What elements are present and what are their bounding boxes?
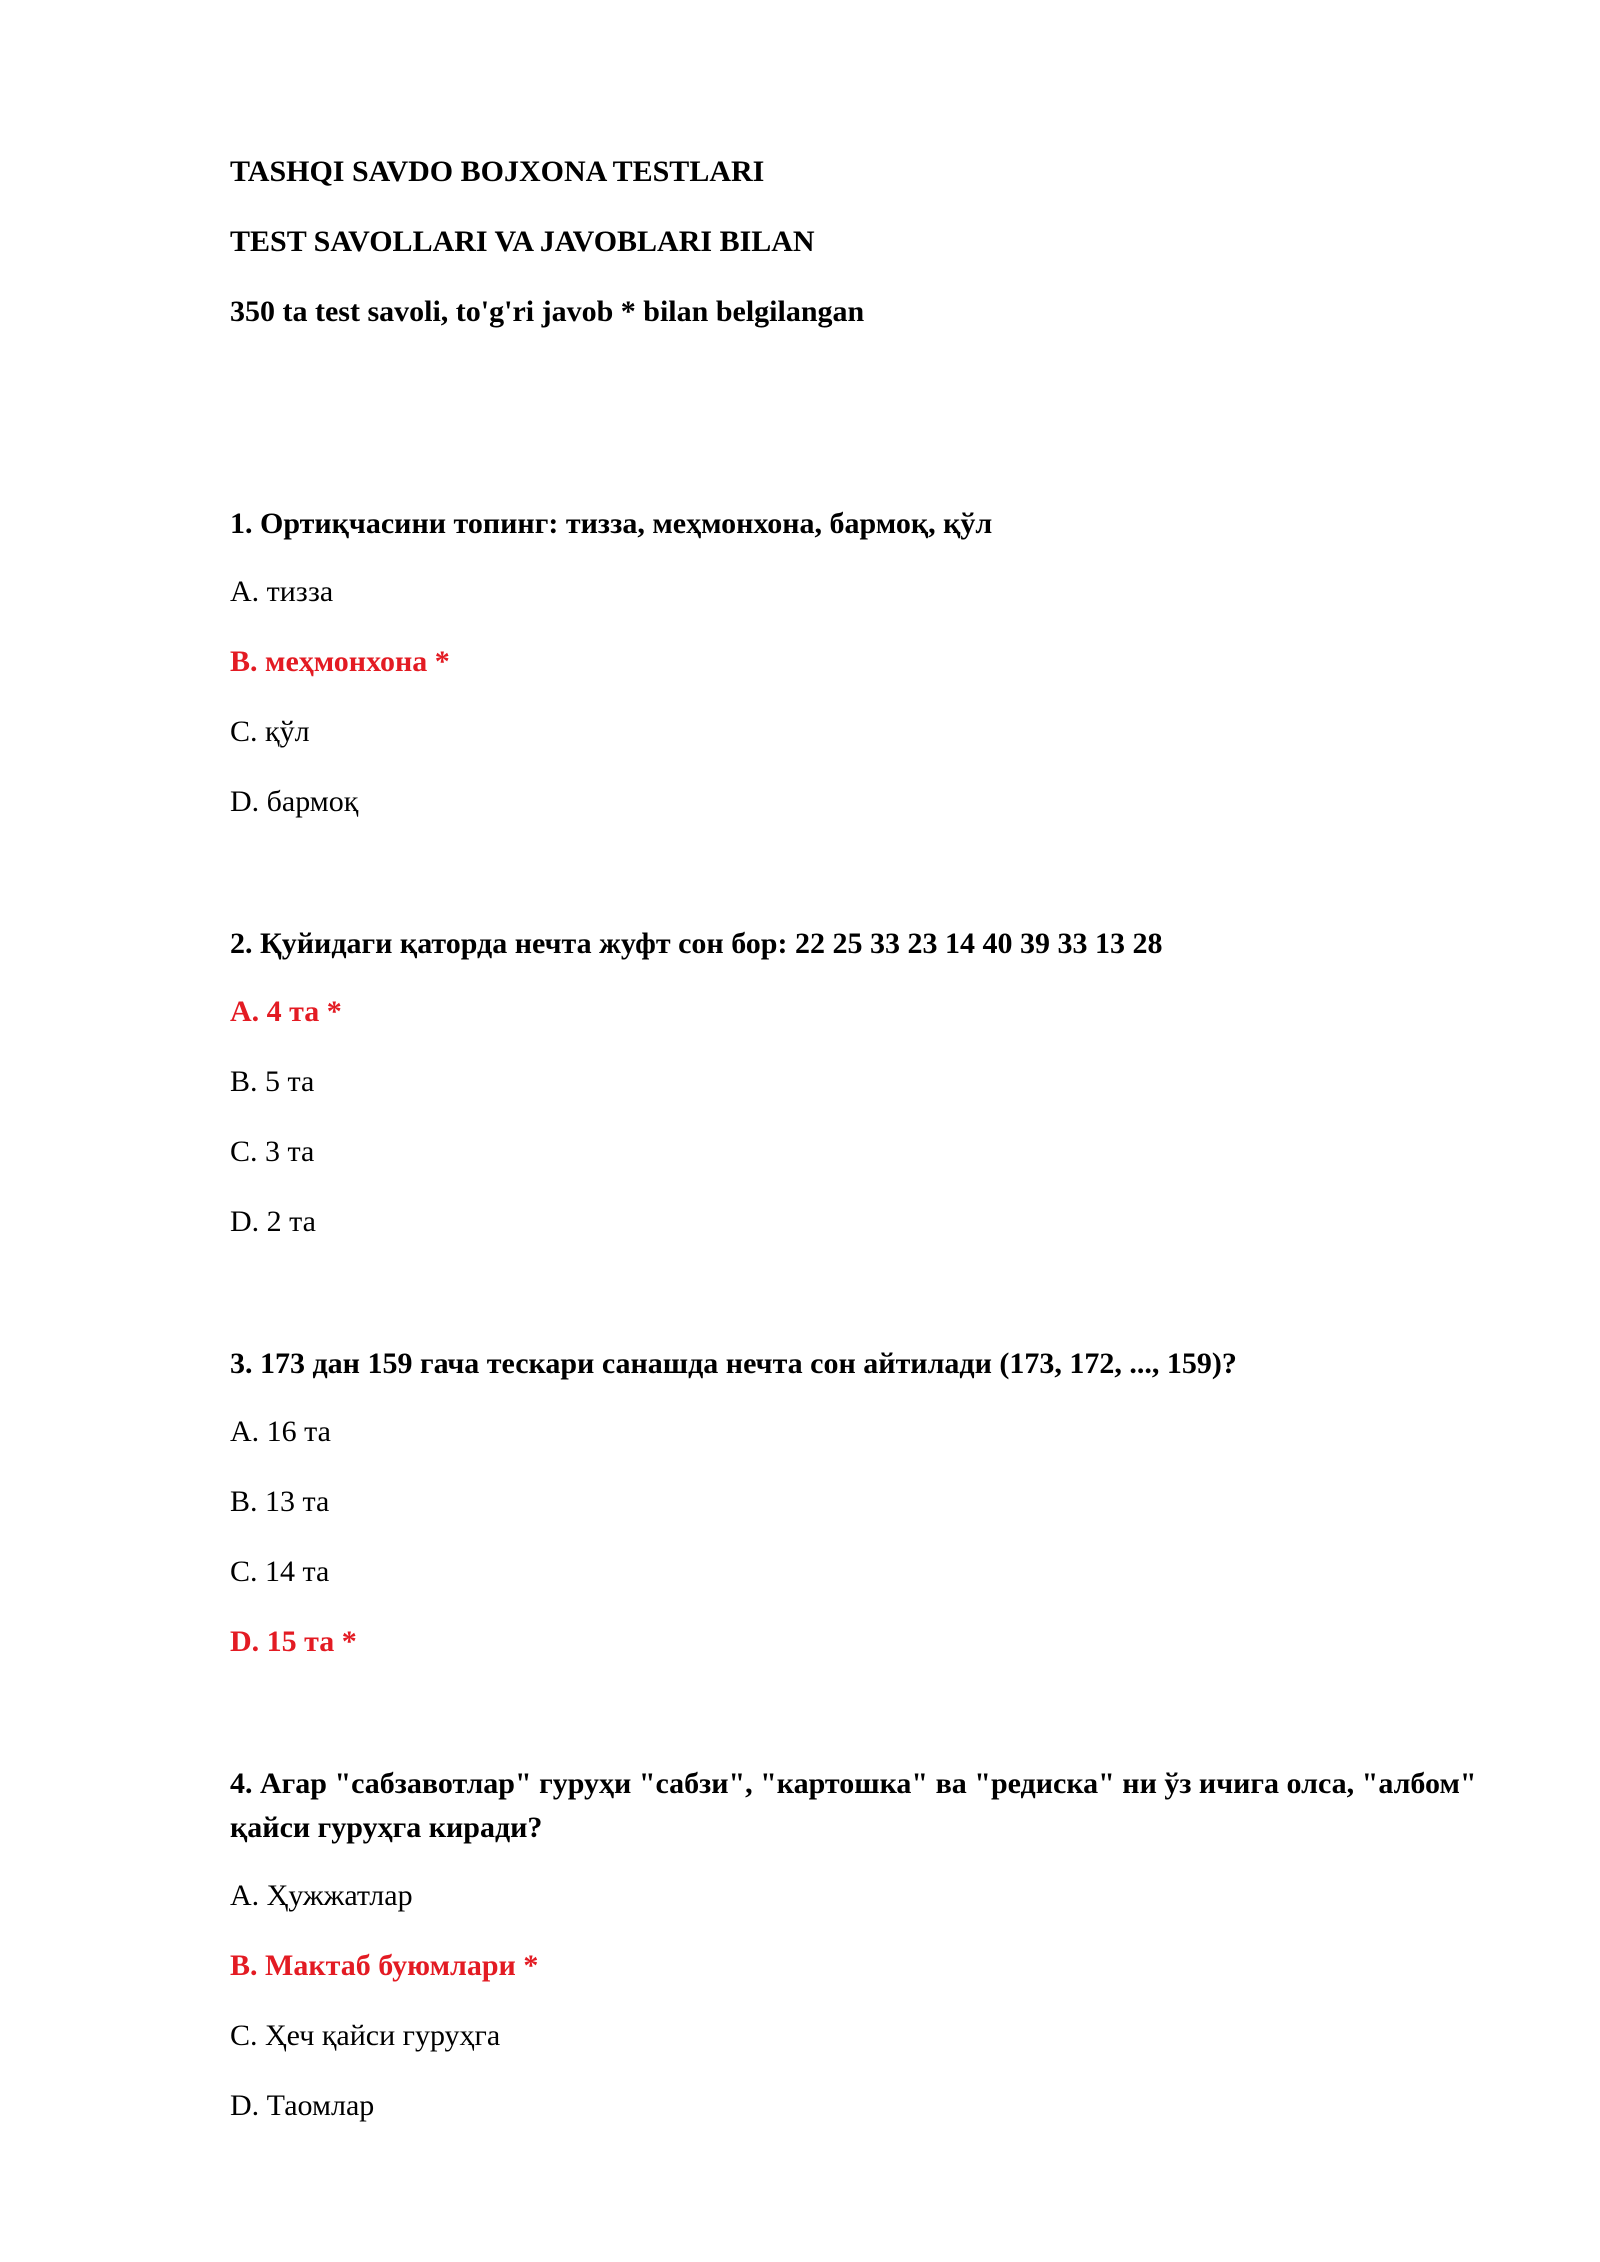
- answer-option-a: A. Ҳужжатлар: [230, 1879, 413, 1912]
- answer-option-c: C. 14 та: [230, 1555, 330, 1588]
- document-note: 350 ta test savoli, to'g'ri javob * bilan belgilangan: [230, 295, 865, 328]
- document-page: [230, 152, 1480, 2226]
- question-text: 4. Агар "сабзавотлар" гуруҳи "сабзи", "картошка" ва "редиска" ни ўз ичига олса, "албом" қайси гуруҳга киради?: [230, 1767, 1477, 1844]
- question-text: 3. 173 дан 159 гача тескари санашда нечта сон айтилади (173, 172, ..., 159)?: [230, 1347, 1237, 1380]
- answer-option-b: B. 5 та: [230, 1065, 315, 1098]
- question-4: [230, 1762, 1480, 2126]
- question-text: 1. Ортиқчасини топинг: тизза, меҳмонхона, бармоқ, қўл: [230, 507, 993, 540]
- answer-option-a: A. 16 та: [230, 1415, 331, 1448]
- document-subtitle: TEST SAVOLLARI VA JAVOBLARI BILAN: [230, 225, 815, 258]
- answer-option-c: C. 3 та: [230, 1135, 315, 1168]
- header-spacer: [230, 362, 1480, 502]
- answer-option-c: C. қўл: [230, 715, 310, 748]
- question-2: [230, 922, 1480, 1242]
- answer-option-b: B. 13 та: [230, 1485, 330, 1518]
- answer-option-d: D. Таомлар: [230, 2089, 375, 2122]
- document-title: TASHQI SAVDO BOJXONA TESTLARI: [230, 155, 765, 188]
- answer-option-b-correct: B. Мактаб буюмлари *: [230, 1949, 539, 1982]
- answer-option-b-correct: B. меҳмонхона *: [230, 645, 450, 678]
- answer-option-d: D. 2 та: [230, 1205, 316, 1238]
- answer-option-a: A. тизза: [230, 575, 334, 608]
- question-3: [230, 1342, 1480, 1662]
- question-text: 2. Қуйидаги қаторда нечта жуфт сон бор: 22 25 33 23 14 40 39 33 13 28: [230, 927, 1163, 960]
- answer-option-c: C. Ҳеч қайси гуруҳга: [230, 2019, 501, 2052]
- answer-option-d: D. бармоқ: [230, 785, 359, 818]
- question-1: [230, 502, 1480, 822]
- answer-option-d-correct: D. 15 та *: [230, 1625, 357, 1658]
- answer-option-a-correct: A. 4 та *: [230, 995, 342, 1028]
